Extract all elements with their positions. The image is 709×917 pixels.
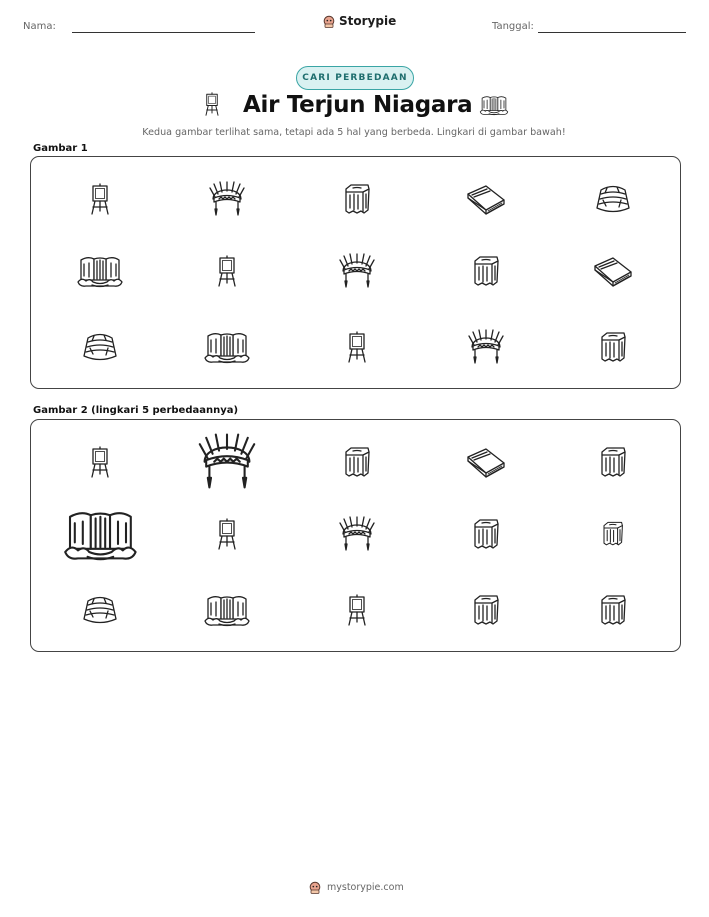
brand-logo bbox=[323, 14, 396, 28]
picture1-label: Gambar 1 bbox=[33, 143, 88, 154]
picture2-label: Gambar 2 (lingkari 5 perbedaannya) bbox=[33, 405, 239, 416]
tree-stump-icon bbox=[470, 593, 502, 627]
waterfall-icon bbox=[203, 328, 251, 366]
book-icon bbox=[464, 182, 508, 216]
picture2-cell[interactable] bbox=[470, 517, 502, 551]
tree-stump-icon bbox=[341, 445, 373, 479]
picture1-cell[interactable] bbox=[591, 254, 635, 288]
picture1-cell[interactable] bbox=[215, 255, 239, 287]
tree-stump-icon bbox=[470, 517, 502, 551]
storypie-mascot-icon bbox=[323, 15, 335, 28]
easel-icon bbox=[88, 446, 112, 478]
picture2-cell[interactable] bbox=[80, 593, 120, 627]
picture1-cell[interactable] bbox=[203, 328, 251, 366]
name-field[interactable] bbox=[72, 32, 255, 33]
easel-icon bbox=[88, 183, 112, 215]
picture1-cell[interactable] bbox=[80, 330, 120, 364]
title-icon-right bbox=[479, 93, 509, 119]
footer-website: mystorypie.com bbox=[327, 882, 404, 893]
tree-stump-icon bbox=[341, 182, 373, 216]
headdress-icon bbox=[195, 433, 259, 491]
date-field[interactable] bbox=[538, 32, 686, 33]
picture2-cell[interactable] bbox=[345, 594, 369, 626]
tree-stump-icon bbox=[600, 520, 626, 547]
picture1-cell[interactable] bbox=[470, 254, 502, 288]
rock-icon bbox=[80, 593, 120, 627]
tree-stump-icon bbox=[470, 254, 502, 288]
book-icon bbox=[464, 445, 508, 479]
easel-icon bbox=[215, 255, 239, 287]
picture1-panel bbox=[30, 156, 681, 389]
brand-name: Storypie bbox=[339, 14, 397, 28]
storypie-mascot-icon bbox=[309, 881, 321, 894]
picture1-cell[interactable] bbox=[466, 329, 506, 365]
easel-icon bbox=[203, 92, 221, 116]
headdress-icon bbox=[207, 181, 247, 217]
picture1-cell[interactable] bbox=[593, 182, 633, 216]
waterfall-icon bbox=[62, 504, 139, 565]
rock-icon bbox=[593, 182, 633, 216]
picture2-panel bbox=[30, 419, 681, 652]
picture1-cell[interactable] bbox=[337, 253, 377, 289]
date-label: Tanggal: bbox=[492, 21, 534, 32]
headdress-icon bbox=[466, 329, 506, 365]
picture2-cell[interactable] bbox=[203, 591, 251, 629]
picture2-cell[interactable] bbox=[62, 504, 139, 565]
picture2-cell[interactable] bbox=[88, 446, 112, 478]
picture2-cell[interactable] bbox=[215, 518, 239, 550]
tree-stump-icon bbox=[597, 445, 629, 479]
picture2-cell[interactable] bbox=[464, 445, 508, 479]
page-title: Air Terjun Niagara bbox=[243, 92, 473, 118]
waterfall-icon bbox=[76, 252, 124, 290]
waterfall-icon bbox=[479, 93, 509, 117]
picture1-cell[interactable] bbox=[207, 181, 247, 217]
tree-stump-icon bbox=[597, 330, 629, 364]
headdress-icon bbox=[337, 516, 377, 552]
picture2-cell[interactable] bbox=[597, 445, 629, 479]
easel-icon bbox=[345, 331, 369, 363]
name-label: Nama: bbox=[23, 21, 56, 32]
easel-icon bbox=[215, 518, 239, 550]
instructions: Kedua gambar terlihat sama, tetapi ada 5 hal yang berbeda. Lingkari di gambar bawah! bbox=[142, 127, 566, 138]
picture2-cell[interactable] bbox=[600, 520, 626, 547]
activity-badge: CARI PERBEDAAN bbox=[296, 66, 414, 90]
picture2-cell[interactable] bbox=[337, 516, 377, 552]
book-icon bbox=[591, 254, 635, 288]
picture1-cell[interactable] bbox=[464, 182, 508, 216]
picture2-cell[interactable] bbox=[341, 445, 373, 479]
waterfall-icon bbox=[203, 591, 251, 629]
picture1-cell[interactable] bbox=[345, 331, 369, 363]
picture2-cell[interactable] bbox=[470, 593, 502, 627]
picture1-cell[interactable] bbox=[597, 330, 629, 364]
footer bbox=[309, 881, 404, 894]
easel-icon bbox=[345, 594, 369, 626]
headdress-icon bbox=[337, 253, 377, 289]
picture1-cell[interactable] bbox=[76, 252, 124, 290]
title-icon-left bbox=[203, 92, 223, 118]
picture1-cell[interactable] bbox=[88, 183, 112, 215]
picture2-cell[interactable] bbox=[195, 433, 259, 491]
tree-stump-icon bbox=[597, 593, 629, 627]
picture2-cell[interactable] bbox=[597, 593, 629, 627]
rock-icon bbox=[80, 330, 120, 364]
picture1-cell[interactable] bbox=[341, 182, 373, 216]
